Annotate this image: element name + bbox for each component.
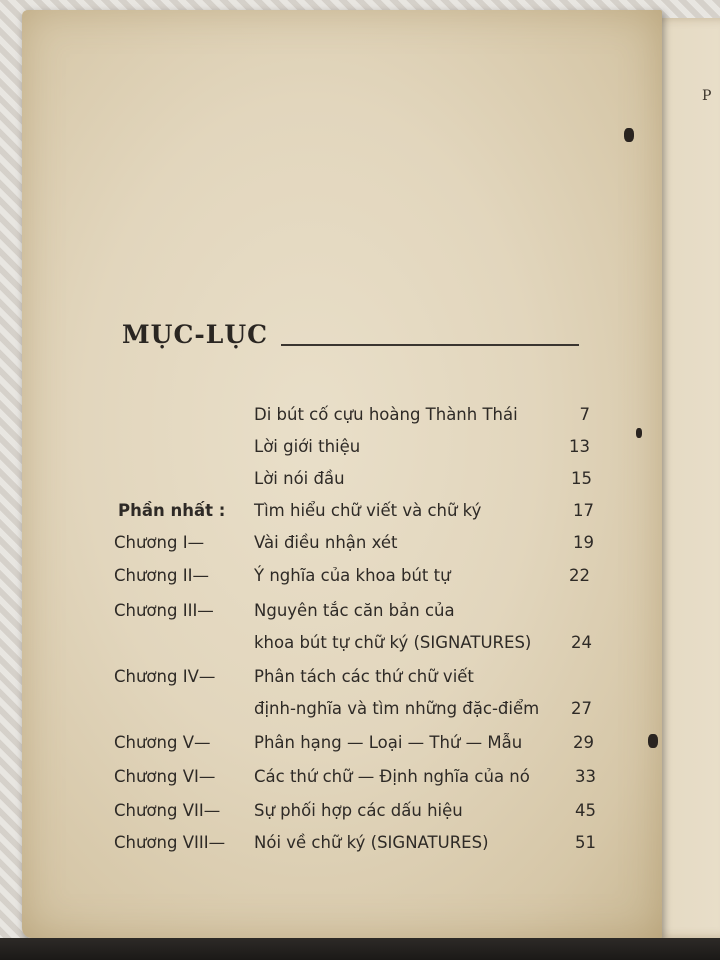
toc-row xyxy=(22,696,662,722)
book-edge-shadow xyxy=(0,938,720,960)
toc-row-title: Các thứ chữ — Định nghĩa của nó xyxy=(254,767,530,786)
toc-row-page: 19 xyxy=(573,533,594,552)
toc-row xyxy=(22,598,662,624)
toc-row-title: Nói về chữ ký (SIGNATURES) xyxy=(254,833,489,852)
title-underline xyxy=(281,344,579,346)
toc-row-page: 17 xyxy=(573,501,594,520)
toc-row xyxy=(22,630,662,656)
toc-row xyxy=(22,563,662,589)
toc-row-label: Chương II— xyxy=(114,566,209,585)
toc-row-title: Phân hạng — Loại — Thứ — Mẫu xyxy=(254,733,523,752)
toc-row xyxy=(22,764,662,790)
toc-row-page: 27 xyxy=(571,699,592,718)
toc-row-label: Chương V— xyxy=(114,733,211,752)
toc-row xyxy=(22,402,662,428)
toc-row-title: Vài điều nhận xét xyxy=(254,533,398,552)
toc-row-label: Chương VII— xyxy=(114,801,221,820)
toc-row-page: 29 xyxy=(573,733,594,752)
toc-row-page: 51 xyxy=(575,833,596,852)
left-page xyxy=(22,10,662,938)
page-title: MỤC-LỤC xyxy=(122,320,269,349)
toc-row-title: Sự phối hợp các dấu hiệu xyxy=(254,801,463,820)
toc-row-label: Chương III— xyxy=(114,601,214,620)
toc-row-label: Chương VI— xyxy=(114,767,216,786)
toc-row xyxy=(22,530,662,556)
toc-row xyxy=(22,434,662,460)
toc-row-page: 15 xyxy=(571,469,592,488)
toc-row-label: Phần nhất : xyxy=(118,501,226,520)
toc-row-page: 22 xyxy=(569,566,590,585)
toc-row-title: Tìm hiểu chữ viết và chữ ký xyxy=(254,501,482,520)
toc-row-page: 45 xyxy=(575,801,596,820)
toc-row xyxy=(22,830,662,856)
binding-hole xyxy=(648,734,658,748)
toc-row-page: 7 xyxy=(579,405,590,424)
toc-row-title: Lời nói đầu xyxy=(254,469,345,488)
toc-row-page: 24 xyxy=(571,633,592,652)
toc-row-title: khoa bút tự chữ ký (SIGNATURES) xyxy=(254,633,532,652)
toc-row xyxy=(22,730,662,756)
toc-row xyxy=(22,498,662,524)
binding-hole xyxy=(636,428,642,438)
toc-row-title: Lời giới thiệu xyxy=(254,437,361,456)
toc-row-title: Nguyên tắc căn bản của xyxy=(254,601,455,620)
binding-hole xyxy=(624,128,634,142)
toc-row-title: Ý nghĩa của khoa bút tự xyxy=(254,566,451,585)
right-page-text: P xyxy=(702,88,712,104)
toc-row xyxy=(22,798,662,824)
toc-row-label: Chương VIII— xyxy=(114,833,226,852)
toc-row xyxy=(22,664,662,690)
toc-row-label: Chương IV— xyxy=(114,667,216,686)
toc-row-title: Di bút cố cựu hoàng Thành Thái xyxy=(254,405,518,424)
toc-row xyxy=(22,466,662,492)
toc-row-page: 33 xyxy=(575,767,596,786)
toc-row-title: định-nghĩa và tìm những đặc-điểm xyxy=(254,699,540,718)
toc-row-page: 13 xyxy=(569,437,590,456)
toc-row-title: Phân tách các thứ chữ viết xyxy=(254,667,474,686)
toc-row-label: Chương I— xyxy=(114,533,205,552)
